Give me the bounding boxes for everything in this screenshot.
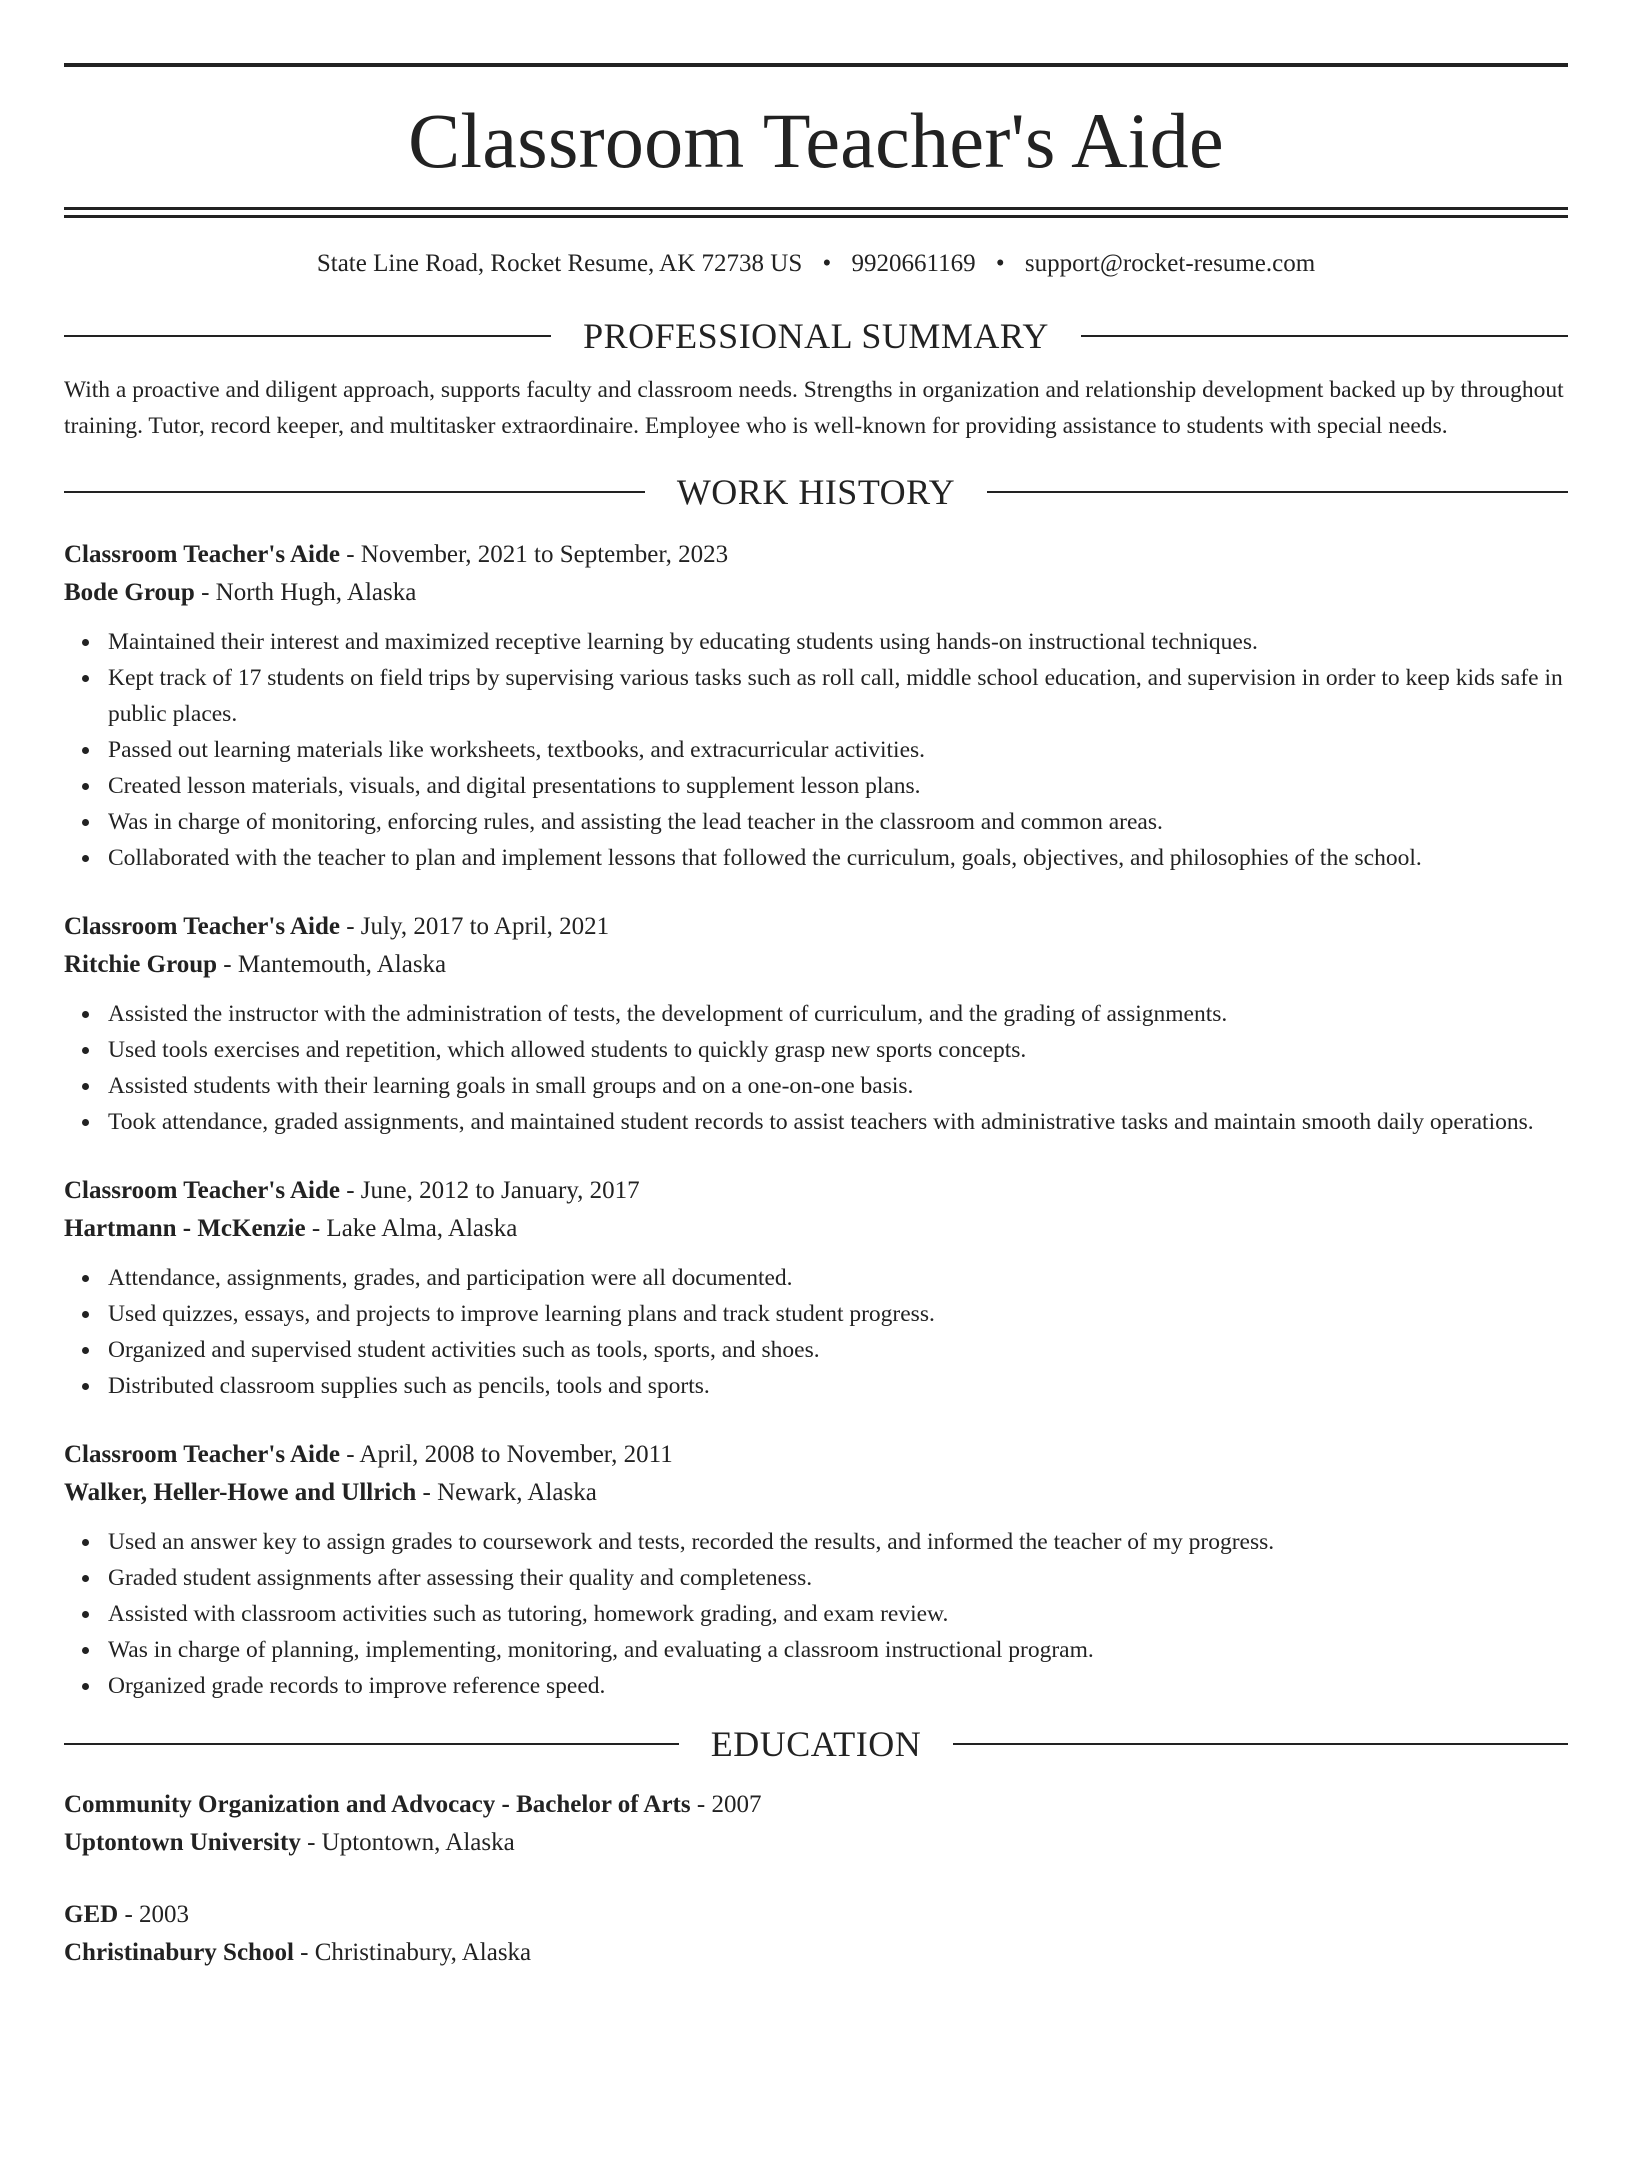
resume-name: Classroom Teacher's Aide bbox=[408, 97, 1224, 184]
job-entry bbox=[64, 1436, 1568, 1704]
job-title-line bbox=[64, 1436, 1568, 1474]
job-location: - North Hugh, Alaska bbox=[194, 579, 417, 606]
duty-item: Assisted with classroom activities such as tutoring, homework grading, and exam review. bbox=[108, 1596, 1568, 1632]
job-title: Classroom Teacher's Aide bbox=[64, 913, 340, 940]
duty-item: Organized grade records to improve reference speed. bbox=[108, 1668, 1568, 1704]
school: Christinabury School bbox=[64, 1939, 294, 1966]
job-title-line bbox=[64, 908, 1568, 946]
summary-text: With a proactive and diligent approach, supports faculty and classroom needs. Strengths in organization and relationship development backed up by throughout training. Tutor, record keeper, and multitasker extraordinaire. Employee who is well-known for providing assistance to students with special needs. bbox=[64, 377, 1564, 439]
education-entry bbox=[64, 1896, 1568, 1972]
job-company-line bbox=[64, 1474, 1568, 1512]
duty-list bbox=[64, 996, 1568, 1140]
job-title: Classroom Teacher's Aide bbox=[64, 541, 340, 568]
section-heading-work bbox=[64, 472, 1568, 512]
job-company-line bbox=[64, 946, 1568, 984]
bullet-separator: • bbox=[995, 250, 1005, 277]
job-location: - Lake Alma, Alaska bbox=[305, 1215, 518, 1242]
section-heading-summary bbox=[64, 316, 1568, 356]
education-entry bbox=[64, 1786, 1568, 1862]
heading-rule bbox=[64, 491, 645, 493]
double-rule bbox=[64, 207, 1568, 218]
bullet-separator: • bbox=[822, 250, 832, 277]
school: Uptontown University bbox=[64, 1829, 301, 1856]
duty-item: Distributed classroom supplies such as pencils, tools and sports. bbox=[108, 1368, 1568, 1404]
heading-rule bbox=[64, 335, 551, 337]
duty-item: Used quizzes, essays, and projects to improve learning plans and track student progress. bbox=[108, 1296, 1568, 1332]
job-entry bbox=[64, 908, 1568, 1140]
top-rule bbox=[64, 63, 1568, 67]
duty-list bbox=[64, 1524, 1568, 1704]
duty-list bbox=[64, 624, 1568, 876]
duty-item: Attendance, assignments, grades, and participation were all documented. bbox=[108, 1260, 1568, 1296]
job-company: Hartmann - McKenzie bbox=[64, 1215, 306, 1242]
job-location: - Newark, Alaska bbox=[416, 1479, 597, 1506]
degree-line bbox=[64, 1786, 1568, 1824]
job-title: Classroom Teacher's Aide bbox=[64, 1177, 340, 1204]
duty-item: Used an answer key to assign grades to coursework and tests, recorded the results, and informed the teacher of my progress. bbox=[108, 1524, 1568, 1560]
job-company: Bode Group bbox=[64, 579, 195, 606]
email: support@rocket-resume.com bbox=[1024, 250, 1316, 277]
degree-year: - 2007 bbox=[690, 1791, 762, 1818]
section-title: EDUCATION bbox=[710, 1724, 922, 1764]
job-dates: - November, 2021 to September, 2023 bbox=[339, 541, 729, 568]
duty-item: Created lesson materials, visuals, and digital presentations to supplement lesson plans. bbox=[108, 768, 1568, 804]
job-title: Classroom Teacher's Aide bbox=[64, 1441, 340, 1468]
duty-item: Was in charge of planning, implementing, monitoring, and evaluating a classroom instructional program. bbox=[108, 1632, 1568, 1668]
duty-item: Was in charge of monitoring, enforcing rules, and assisting the lead teacher in the classroom and common areas. bbox=[108, 804, 1568, 840]
duty-item: Organized and supervised student activities such as tools, sports, and shoes. bbox=[108, 1332, 1568, 1368]
job-dates: - June, 2012 to January, 2017 bbox=[339, 1177, 640, 1204]
degree: GED bbox=[64, 1901, 119, 1928]
job-location: - Mantemouth, Alaska bbox=[217, 951, 447, 978]
job-company-line bbox=[64, 574, 1568, 612]
school-line bbox=[64, 1934, 1568, 1972]
duty-list bbox=[64, 1260, 1568, 1404]
school-location: - Christinabury, Alaska bbox=[293, 1939, 532, 1966]
heading-rule bbox=[1081, 335, 1568, 337]
job-entry bbox=[64, 536, 1568, 876]
degree-line bbox=[64, 1896, 1568, 1934]
phone: 9920661169 bbox=[851, 250, 976, 277]
job-company-line bbox=[64, 1210, 1568, 1248]
section-heading-education bbox=[64, 1724, 1568, 1764]
degree: Community Organization and Advocacy - Bachelor of Arts bbox=[64, 1791, 691, 1818]
degree-year: - 2003 bbox=[118, 1901, 190, 1928]
school-location: - Uptontown, Alaska bbox=[300, 1829, 515, 1856]
duty-item: Collaborated with the teacher to plan and implement lessons that followed the curriculum, goals, objectives, and philosophies of the school. bbox=[108, 840, 1568, 876]
job-company: Ritchie Group bbox=[64, 951, 218, 978]
section-title: PROFESSIONAL SUMMARY bbox=[583, 316, 1049, 356]
job-dates: - April, 2008 to November, 2011 bbox=[339, 1441, 673, 1468]
duty-item: Assisted the instructor with the administration of tests, the development of curriculum, and the grading of assignments. bbox=[108, 996, 1568, 1032]
resume-page bbox=[0, 63, 1632, 2175]
job-title-line bbox=[64, 536, 1568, 574]
duty-item: Assisted students with their learning goals in small groups and on a one-on-one basis. bbox=[108, 1068, 1568, 1104]
duty-item: Passed out learning materials like worksheets, textbooks, and extracurricular activities. bbox=[108, 732, 1568, 768]
duty-item: Used tools exercises and repetition, which allowed students to quickly grasp new sports concepts. bbox=[108, 1032, 1568, 1068]
heading-rule bbox=[987, 491, 1568, 493]
address: State Line Road, Rocket Resume, AK 72738 US bbox=[316, 250, 803, 277]
duty-item: Graded student assignments after assessing their quality and completeness. bbox=[108, 1560, 1568, 1596]
school-line bbox=[64, 1824, 1568, 1862]
job-title-line bbox=[64, 1172, 1568, 1210]
job-company: Walker, Heller-Howe and Ullrich bbox=[64, 1479, 417, 1506]
job-dates: - July, 2017 to April, 2021 bbox=[339, 913, 610, 940]
job-entry bbox=[64, 1172, 1568, 1404]
duty-item: Took attendance, graded assignments, and maintained student records to assist teachers with administrative tasks and maintain smooth daily operations. bbox=[108, 1104, 1568, 1140]
duty-item: Maintained their interest and maximized receptive learning by educating students using hands-on instructional techniques. bbox=[108, 624, 1568, 660]
duty-item: Kept track of 17 students on field trips by supervising various tasks such as roll call, middle school education, and supervision in order to keep kids safe in public places. bbox=[108, 660, 1568, 732]
heading-rule bbox=[953, 1743, 1568, 1745]
heading-rule bbox=[64, 1743, 679, 1745]
section-title: WORK HISTORY bbox=[676, 472, 956, 512]
contact-line bbox=[64, 248, 1568, 280]
